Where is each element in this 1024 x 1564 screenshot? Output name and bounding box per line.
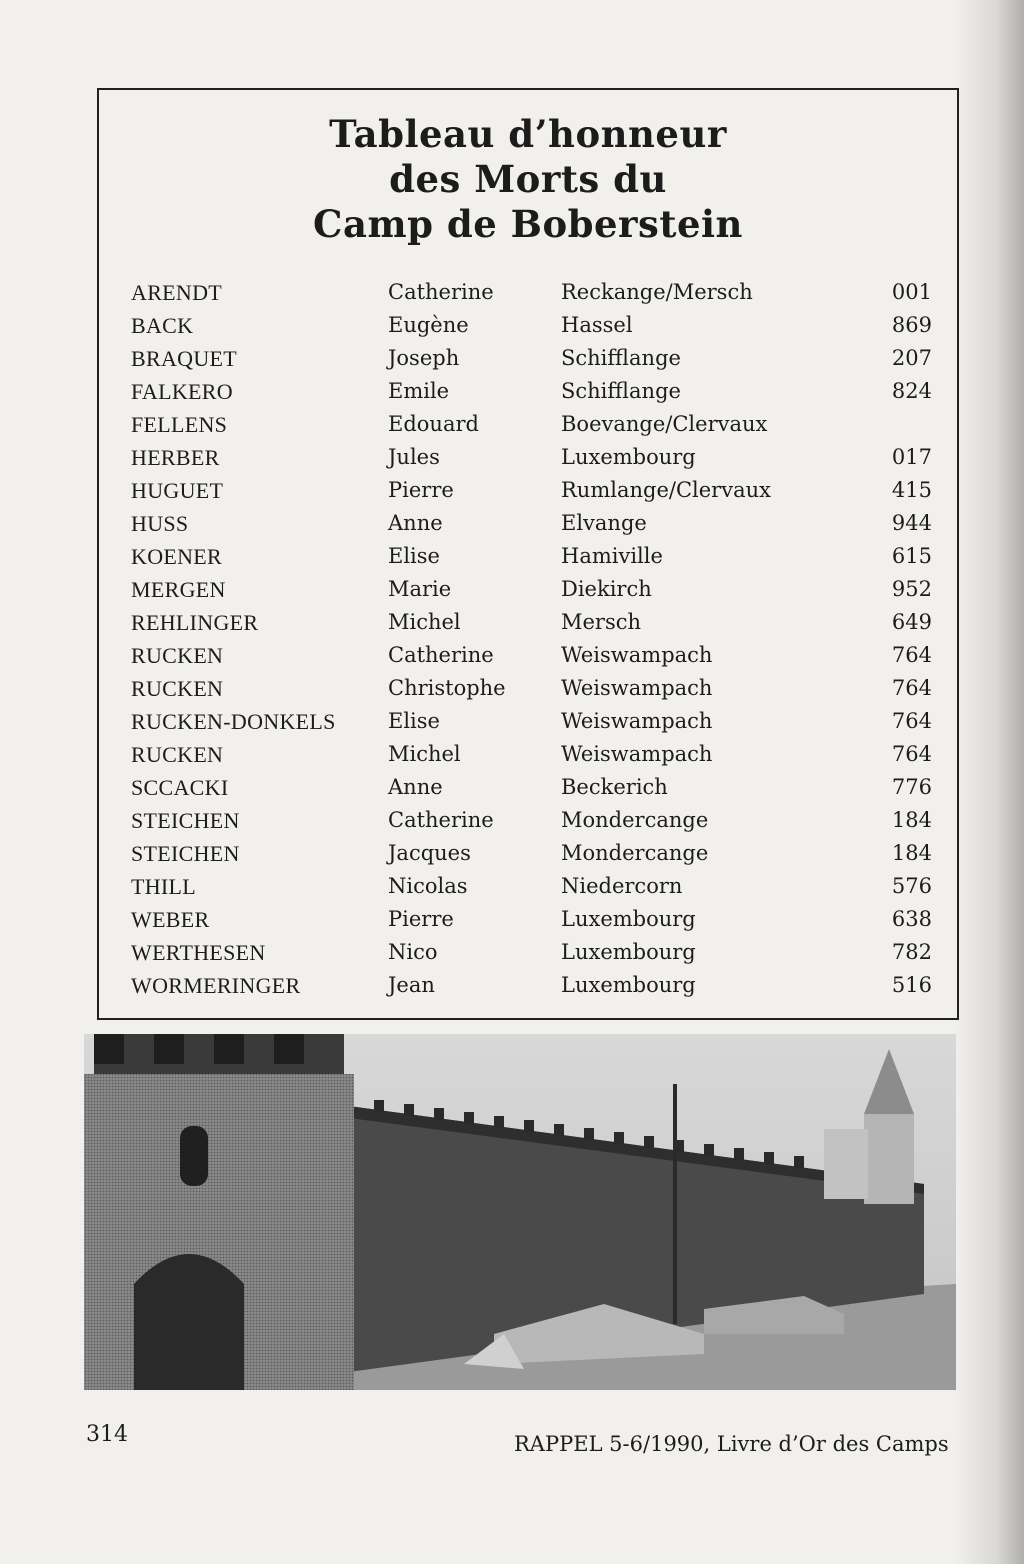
last-name-cell: BRAQUET	[131, 346, 237, 371]
table-row	[99, 639, 957, 672]
place-cell: Diekirch	[561, 577, 652, 601]
number-cell: 776	[891, 775, 932, 799]
number-cell: 615	[891, 544, 932, 568]
place-cell: Weiswampach	[561, 643, 713, 667]
table-row	[99, 804, 957, 837]
first-name-cell: Michel	[388, 742, 461, 766]
table-row	[99, 738, 957, 771]
table-row	[99, 309, 957, 342]
place-cell: Luxembourg	[561, 940, 696, 964]
first-name-cell: Nicolas	[388, 874, 468, 898]
place-cell: Beckerich	[561, 775, 668, 799]
place-cell: Weiswampach	[561, 742, 713, 766]
last-name-cell: WORMERINGER	[131, 973, 301, 998]
first-name-cell: Joseph	[388, 346, 460, 370]
last-name-cell: STEICHEN	[131, 808, 240, 833]
first-name-cell: Catherine	[388, 808, 494, 832]
place-cell: Mersch	[561, 610, 642, 634]
table-row	[99, 441, 957, 474]
last-name-cell: KOENER	[131, 544, 223, 569]
table-row	[99, 903, 957, 936]
table-row	[99, 342, 957, 375]
place-cell: Luxembourg	[561, 907, 696, 931]
number-cell: 764	[891, 709, 932, 733]
page-edge-shadow	[954, 0, 1024, 1564]
place-cell: Hamiville	[561, 544, 663, 568]
names-list	[99, 276, 957, 1002]
table-row	[99, 672, 957, 705]
place-cell: Niedercorn	[561, 874, 683, 898]
number-cell: 516	[891, 973, 932, 997]
table-row	[99, 540, 957, 573]
number-cell: 824	[891, 379, 932, 403]
first-name-cell: Catherine	[388, 280, 494, 304]
table-row	[99, 474, 957, 507]
first-name-cell: Nico	[388, 940, 438, 964]
first-name-cell: Catherine	[388, 643, 494, 667]
title-line-2: des Morts du	[389, 157, 667, 201]
first-name-cell: Emile	[388, 379, 450, 403]
last-name-cell: WEBER	[131, 907, 210, 932]
first-name-cell: Pierre	[388, 907, 454, 931]
place-cell: Hassel	[561, 313, 633, 337]
last-name-cell: RUCKEN	[131, 643, 224, 668]
number-cell: 764	[891, 742, 932, 766]
number-cell: 944	[891, 511, 932, 535]
place-cell: Reckange/Mersch	[561, 280, 753, 304]
table-row	[99, 771, 957, 804]
table-row	[99, 837, 957, 870]
first-name-cell: Jean	[388, 973, 435, 997]
last-name-cell: FELLENS	[131, 412, 228, 437]
number-cell: 207	[891, 346, 932, 370]
first-name-cell: Elise	[388, 544, 440, 568]
title-line-1: Tableau d’honneur	[329, 112, 727, 156]
camp-photograph	[84, 1034, 956, 1390]
place-cell: Weiswampach	[561, 676, 713, 700]
first-name-cell: Edouard	[388, 412, 479, 436]
place-cell: Schifflange	[561, 379, 681, 403]
source-citation: RAPPEL 5-6/1990, Livre d’Or des Camps	[514, 1432, 949, 1456]
last-name-cell: FALKERO	[131, 379, 233, 404]
table-row	[99, 870, 957, 903]
table-row	[99, 969, 957, 1002]
last-name-cell: RUCKEN-DONKELS	[131, 709, 336, 734]
number-cell: 184	[891, 841, 932, 865]
place-cell: Weiswampach	[561, 709, 713, 733]
page-number: 314	[86, 1422, 128, 1447]
last-name-cell: ARENDT	[131, 280, 223, 305]
number-cell: 184	[891, 808, 932, 832]
place-cell: Elvange	[561, 511, 647, 535]
last-name-cell: RUCKEN	[131, 742, 224, 767]
castle-wall-image	[84, 1034, 956, 1390]
place-cell: Mondercange	[561, 808, 709, 832]
number-cell: 415	[891, 478, 932, 502]
number-cell: 782	[891, 940, 932, 964]
number-cell: 001	[891, 280, 932, 304]
last-name-cell: THILL	[131, 874, 197, 899]
last-name-cell: RUCKEN	[131, 676, 224, 701]
number-cell: 649	[891, 610, 932, 634]
table-row	[99, 936, 957, 969]
first-name-cell: Pierre	[388, 478, 454, 502]
last-name-cell: BACK	[131, 313, 194, 338]
place-cell: Rumlange/Clervaux	[561, 478, 771, 502]
last-name-cell: HUSS	[131, 511, 189, 536]
number-cell: 869	[891, 313, 932, 337]
number-cell: 638	[891, 907, 932, 931]
table-title	[99, 112, 957, 247]
last-name-cell: REHLINGER	[131, 610, 259, 635]
table-row	[99, 408, 957, 441]
number-cell: 764	[891, 676, 932, 700]
place-cell: Luxembourg	[561, 973, 696, 997]
number-cell: 952	[891, 577, 932, 601]
last-name-cell: HERBER	[131, 445, 220, 470]
first-name-cell: Jacques	[388, 841, 471, 865]
title-line-3: Camp de Boberstein	[313, 202, 743, 246]
place-cell: Mondercange	[561, 841, 709, 865]
first-name-cell: Jules	[388, 445, 440, 469]
first-name-cell: Michel	[388, 610, 461, 634]
place-cell: Boevange/Clervaux	[561, 412, 768, 436]
first-name-cell: Christophe	[388, 676, 506, 700]
last-name-cell: HUGUET	[131, 478, 224, 503]
last-name-cell: MERGEN	[131, 577, 226, 602]
last-name-cell: STEICHEN	[131, 841, 240, 866]
honor-table	[97, 88, 959, 1020]
first-name-cell: Elise	[388, 709, 440, 733]
number-cell: 764	[891, 643, 932, 667]
number-cell: 017	[891, 445, 932, 469]
first-name-cell: Anne	[388, 511, 443, 535]
table-row	[99, 507, 957, 540]
place-cell: Schifflange	[561, 346, 681, 370]
number-cell: 576	[891, 874, 932, 898]
first-name-cell: Marie	[388, 577, 452, 601]
table-row	[99, 606, 957, 639]
place-cell: Luxembourg	[561, 445, 696, 469]
first-name-cell: Eugène	[388, 313, 469, 337]
last-name-cell: WERTHESEN	[131, 940, 266, 965]
table-row	[99, 375, 957, 408]
last-name-cell: SCCACKI	[131, 775, 229, 800]
table-row	[99, 705, 957, 738]
table-row	[99, 276, 957, 309]
table-row	[99, 573, 957, 606]
first-name-cell: Anne	[388, 775, 443, 799]
